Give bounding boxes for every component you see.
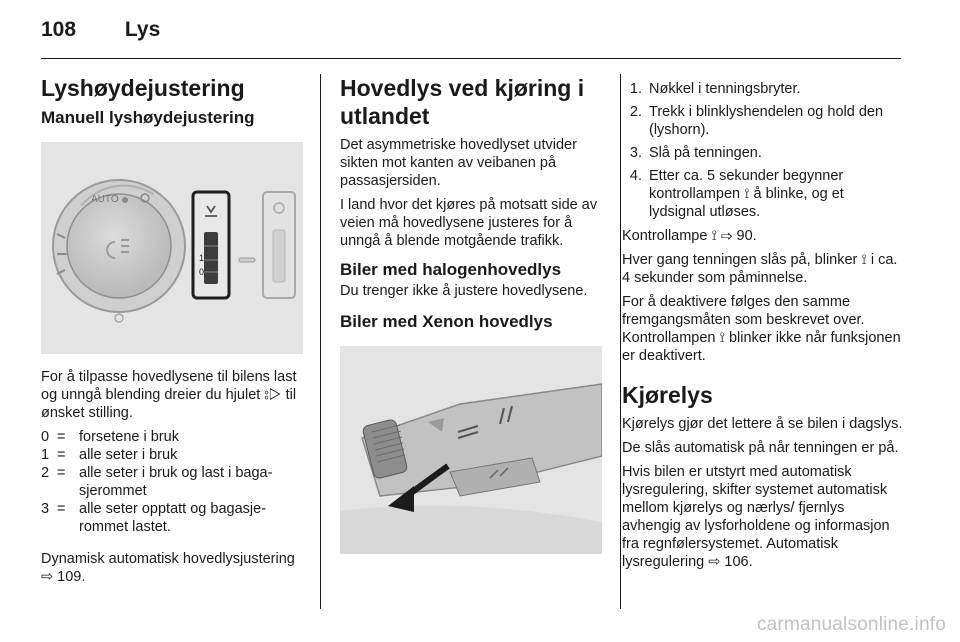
light-switch-illustration: [41, 142, 303, 354]
legend-row: [41, 500, 303, 536]
dynamic-leveling-ref: Dynamisk automatisk hovedlysjustering ⇨ 109.: [41, 551, 295, 585]
legend-sep: =: [57, 429, 66, 445]
load-legend: [41, 428, 303, 536]
auto-label: AUTO: [91, 194, 119, 205]
legend-sep: =: [57, 501, 66, 517]
subsection-heading: Manuell lyshøydejustering: [41, 108, 255, 127]
list-item: 2. Trekk i blinklyshendelen og hold den (lyshorn).: [646, 103, 904, 139]
asym-paragraph: Det asymmetriske hovedlyset utvider sikten mot kanten av veibanen på passasjersiden.: [340, 137, 577, 189]
legend-key: 3: [41, 501, 50, 517]
list-item: 3. Slå på tenningen.: [646, 144, 904, 162]
turn-signal-lever-illustration: [340, 346, 602, 554]
legend-text: alle seter i bruk og last i bagasjerommet: [79, 465, 273, 499]
halogen-heading: Biler med halogenhovedlys: [340, 260, 562, 279]
daytime-lights-heading: Kjørelys: [622, 382, 713, 408]
daytime-paragraph-2: De slås automatisk på når tenningen er på.: [622, 440, 899, 456]
legend-row: [41, 464, 303, 500]
reminder-paragraph: Hver gang tenningen slås på, blinker ⟟ i ca. 4 sekunder som påminnelse.: [622, 252, 898, 286]
legend-key: 0: [41, 429, 50, 445]
list-item: 1. Nøkkel i tenningsbryter.: [646, 80, 904, 98]
control-lamp-ref: Kontrollampe ⟟ ⇨ 90.: [622, 228, 757, 244]
xenon-heading: Biler med Xenon hovedlys: [340, 312, 553, 331]
deactivate-paragraph: For å deaktivere følges den samme fremgangsmåten som beskrevet over. Kontrollampen ⟟ blinker ikke når funksjonen er deaktivert.: [622, 294, 901, 364]
daytime-paragraph-3: Hvis bilen er utstyrt med automatisk lysregulering, skifter systemet automatisk mellom kjørelys og nærlys/ fjernlys avhengig av lysforholdene og informasjon fra regnfølersystemet. Automatisk lysregulering ⇨ 106.: [622, 464, 890, 570]
legend-text: forsetene i bruk: [79, 429, 179, 445]
watermark: carmanualsonline.info: [756, 614, 946, 635]
section-heading: Hovedlys ved kjøring i utlandet: [340, 75, 585, 129]
section-title: Lys: [124, 18, 161, 41]
column-3: [622, 74, 904, 577]
list-item: 4. Etter ca. 5 sekunder begynner kontrollampen ⟟ å blinke, og et lydsignal utløses.: [646, 167, 904, 221]
column-1: [41, 74, 303, 592]
page-header: [41, 18, 160, 42]
legend-sep: =: [57, 447, 66, 463]
adjustment-steps: [622, 80, 904, 221]
column-divider-2: [620, 74, 621, 609]
wheel-label-1: 1: [199, 253, 205, 263]
section-heading: Lyshøydejustering: [41, 75, 245, 101]
country-paragraph: I land hvor det kjøres på motsatt side av veien må hovedlysene justeres for å unngå å blende motgående trafikk.: [340, 197, 598, 249]
halogen-paragraph: Du trenger ikke å justere hovedlysene.: [340, 283, 588, 299]
adjust-paragraph: For å tilpasse hovedlysene til bilens last og unngå blending dreier du hjulet ⦂▷ til ønsket stilling.: [41, 369, 297, 421]
legend-row: [41, 428, 303, 446]
column-divider-1: [320, 74, 321, 609]
header-rule: [41, 58, 901, 59]
legend-key: 2: [41, 465, 50, 481]
legend-row: [41, 446, 303, 464]
page-number: 108: [41, 18, 77, 41]
daytime-paragraph-1: Kjørelys gjør det lettere å se bilen i dagslys.: [622, 416, 903, 432]
legend-sep: =: [57, 465, 66, 481]
column-2: [340, 74, 604, 554]
legend-text: alle seter i bruk: [79, 447, 178, 463]
legend-text: alle seter opptatt og bagasjerommet lastet.: [79, 501, 267, 535]
legend-key: 1: [41, 447, 50, 463]
wheel-label-0: 0: [199, 267, 205, 277]
